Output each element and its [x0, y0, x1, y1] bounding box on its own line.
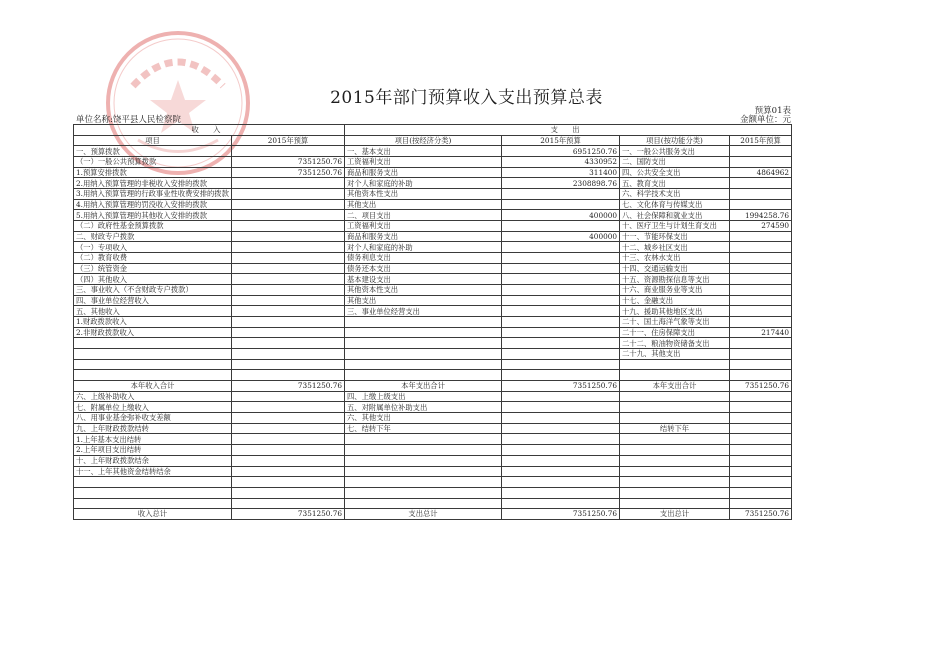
table-row — [74, 391, 792, 402]
item-cell — [74, 498, 232, 509]
table-row — [74, 381, 792, 392]
amount-cell — [502, 434, 620, 445]
amount-cell — [232, 423, 345, 434]
item-cell: 二、财政专户拨款 — [74, 231, 232, 242]
item-cell — [345, 487, 502, 498]
section-header-row — [74, 125, 792, 136]
amount-cell — [232, 317, 345, 328]
amount-cell — [730, 263, 792, 274]
amount-cell — [232, 285, 345, 296]
amount-cell — [502, 455, 620, 466]
amount-cell: 6951250.76 — [502, 146, 620, 157]
table-row — [74, 423, 792, 434]
amount-cell: 311400 — [502, 167, 620, 178]
item-cell — [620, 445, 730, 456]
table-row — [74, 210, 792, 221]
amount-cell — [232, 274, 345, 285]
table-row — [74, 402, 792, 413]
item-cell: 二、项目支出 — [345, 210, 502, 221]
table-row — [74, 434, 792, 445]
amount-cell — [730, 199, 792, 210]
item-cell — [74, 359, 232, 370]
item-cell: 1.财政拨款收入 — [74, 317, 232, 328]
amount-cell — [232, 199, 345, 210]
item-cell — [74, 370, 232, 381]
item-cell: 其他支出 — [345, 199, 502, 210]
table-row — [74, 178, 792, 189]
amount-cell — [730, 413, 792, 424]
item-cell: 本年支出合计 — [345, 381, 502, 392]
amount-cell — [502, 189, 620, 200]
amount-cell — [502, 295, 620, 306]
item-cell: （二）政府性基金预算拨款 — [74, 221, 232, 232]
item-cell — [74, 338, 232, 349]
item-cell: 五、其他收入 — [74, 306, 232, 317]
amount-cell — [232, 306, 345, 317]
amount-cell: 400000 — [502, 231, 620, 242]
column-header: 项目(按经济分类) — [345, 135, 502, 146]
amount-cell — [502, 391, 620, 402]
amount-cell — [502, 445, 620, 456]
amount-cell: 7351250.76 — [730, 509, 792, 520]
amount-cell — [502, 487, 620, 498]
amount-cell — [232, 413, 345, 424]
item-cell: 十、上年财政拨款结余 — [74, 455, 232, 466]
column-header: 项目(按功能分类) — [620, 135, 730, 146]
item-cell — [345, 445, 502, 456]
item-cell: 三、事业收入（不含财政专户拨款） — [74, 285, 232, 296]
table-row — [74, 157, 792, 168]
amount-cell: 7351250.76 — [502, 509, 620, 520]
amount-cell — [232, 349, 345, 360]
item-cell: 七、结转下年 — [345, 423, 502, 434]
item-cell: 十二、城乡社区支出 — [620, 242, 730, 253]
item-cell — [345, 317, 502, 328]
item-cell — [345, 349, 502, 360]
amount-cell — [730, 434, 792, 445]
item-cell: 十五、资源勘探信息等支出 — [620, 274, 730, 285]
item-cell — [620, 466, 730, 477]
column-header-row — [74, 135, 792, 146]
item-cell: 一、基本支出 — [345, 146, 502, 157]
amount-cell — [730, 370, 792, 381]
item-cell: 本年收入合计 — [74, 381, 232, 392]
amount-cell — [232, 455, 345, 466]
table-row — [74, 274, 792, 285]
item-cell: 二十二、粮油物资储备支出 — [620, 338, 730, 349]
item-cell: （二）教育收费 — [74, 253, 232, 264]
amount-cell — [730, 285, 792, 296]
amount-cell — [232, 231, 345, 242]
amount-cell — [502, 466, 620, 477]
item-cell — [345, 359, 502, 370]
item-cell: 1.上年基本支出结转 — [74, 434, 232, 445]
column-header: 2015年预算 — [232, 135, 345, 146]
item-cell: 对个人和家庭的补助 — [345, 242, 502, 253]
item-cell: 2.用纳入预算管理的非税收入安排的拨款 — [74, 178, 232, 189]
amount-cell — [232, 253, 345, 264]
amount-unit: 金额单位：元 — [739, 115, 791, 125]
item-cell: 十七、金融支出 — [620, 295, 730, 306]
income-section-header: 收 入 — [74, 125, 345, 136]
table-row — [74, 338, 792, 349]
item-cell: （一）一般公共预算拨款 — [74, 157, 232, 168]
amount-cell: 7351250.76 — [232, 157, 345, 168]
amount-cell — [730, 402, 792, 413]
item-cell — [620, 498, 730, 509]
amount-cell — [730, 242, 792, 253]
table-row — [74, 199, 792, 210]
item-cell — [74, 487, 232, 498]
table-row — [74, 455, 792, 466]
form-number: 预算01表 — [754, 106, 791, 116]
item-cell — [345, 455, 502, 466]
unit-name: 单位名称:饶平县人民检察院 — [76, 115, 181, 125]
amount-cell — [730, 231, 792, 242]
item-cell — [620, 477, 730, 488]
item-cell: 结转下年 — [620, 423, 730, 434]
amount-cell — [502, 274, 620, 285]
document-title: 2015年部门预算收入支出预算总表 — [330, 88, 603, 108]
amount-cell — [730, 295, 792, 306]
amount-cell — [232, 402, 345, 413]
item-cell: 收入总计 — [74, 509, 232, 520]
table-row — [74, 498, 792, 509]
item-cell: （三）统管资金 — [74, 263, 232, 274]
amount-cell — [502, 359, 620, 370]
table-row — [74, 317, 792, 328]
item-cell — [620, 413, 730, 424]
amount-cell — [730, 477, 792, 488]
table-row — [74, 327, 792, 338]
amount-cell — [502, 306, 620, 317]
amount-cell — [730, 498, 792, 509]
amount-cell — [232, 338, 345, 349]
amount-cell — [502, 338, 620, 349]
item-cell — [345, 327, 502, 338]
item-cell: 其他资本性支出 — [345, 189, 502, 200]
item-cell: 十六、商业服务业等支出 — [620, 285, 730, 296]
item-cell — [620, 455, 730, 466]
item-cell: 二十一、住房保障支出 — [620, 327, 730, 338]
amount-cell — [502, 199, 620, 210]
expense-section-header: 支 出 — [345, 125, 792, 136]
table-row — [74, 466, 792, 477]
item-cell: 1.预算安排拨款 — [74, 167, 232, 178]
amount-cell — [502, 221, 620, 232]
table-row — [74, 359, 792, 370]
amount-cell: 7351250.76 — [232, 167, 345, 178]
amount-cell — [502, 349, 620, 360]
item-cell: 七、附属单位上缴收入 — [74, 402, 232, 413]
amount-cell: 7351250.76 — [232, 381, 345, 392]
table-row — [74, 487, 792, 498]
table-row — [74, 295, 792, 306]
item-cell — [74, 477, 232, 488]
item-cell: 一、预算拨款 — [74, 146, 232, 157]
amount-cell — [502, 370, 620, 381]
table-row — [74, 189, 792, 200]
table-row — [74, 509, 792, 520]
amount-cell: 4330952 — [502, 157, 620, 168]
amount-cell — [232, 359, 345, 370]
amount-cell — [730, 317, 792, 328]
amount-cell — [502, 327, 620, 338]
column-header: 项目 — [74, 135, 232, 146]
item-cell: （四）其他收入 — [74, 274, 232, 285]
item-cell: 六、科学技术支出 — [620, 189, 730, 200]
item-cell: 十四、交通运输支出 — [620, 263, 730, 274]
amount-cell — [232, 242, 345, 253]
item-cell: 其他资本性支出 — [345, 285, 502, 296]
amount-cell — [232, 221, 345, 232]
amount-cell — [232, 477, 345, 488]
item-cell — [620, 434, 730, 445]
item-cell: 5.用纳入预算管理的其他收入安排的拨款 — [74, 210, 232, 221]
item-cell: 五、教育支出 — [620, 178, 730, 189]
amount-cell — [730, 157, 792, 168]
item-cell: 十一、节能环保支出 — [620, 231, 730, 242]
item-cell: 基本建设支出 — [345, 274, 502, 285]
item-cell: 支出总计 — [345, 509, 502, 520]
amount-cell: 274590 — [730, 221, 792, 232]
amount-cell — [232, 391, 345, 402]
table-row — [74, 167, 792, 178]
item-cell: 九、上年财政拨款结转 — [74, 423, 232, 434]
amount-cell — [502, 253, 620, 264]
column-header: 2015年预算 — [502, 135, 620, 146]
amount-cell — [232, 445, 345, 456]
item-cell: 二、国防支出 — [620, 157, 730, 168]
item-cell — [345, 370, 502, 381]
amount-cell — [232, 466, 345, 477]
table-row — [74, 370, 792, 381]
item-cell: 2.上年项目支出结转 — [74, 445, 232, 456]
table-row — [74, 221, 792, 232]
item-cell: 商品和服务支出 — [345, 167, 502, 178]
item-cell — [345, 338, 502, 349]
table-row — [74, 445, 792, 456]
amount-cell — [502, 242, 620, 253]
item-cell — [345, 434, 502, 445]
item-cell — [620, 391, 730, 402]
amount-cell — [232, 434, 345, 445]
item-cell: 六、上级补助收入 — [74, 391, 232, 402]
amount-cell: 217440 — [730, 327, 792, 338]
amount-cell — [502, 498, 620, 509]
amount-cell — [232, 263, 345, 274]
item-cell — [345, 498, 502, 509]
item-cell: 工资福利支出 — [345, 157, 502, 168]
amount-cell — [502, 423, 620, 434]
amount-cell — [730, 189, 792, 200]
item-cell: 十九、援助其他地区支出 — [620, 306, 730, 317]
amount-cell — [232, 189, 345, 200]
item-cell — [620, 359, 730, 370]
amount-cell — [730, 445, 792, 456]
item-cell — [620, 402, 730, 413]
item-cell — [620, 370, 730, 381]
table-row — [74, 146, 792, 157]
item-cell: 债务还本支出 — [345, 263, 502, 274]
amount-cell — [232, 178, 345, 189]
item-cell: 三、事业单位经营支出 — [345, 306, 502, 317]
amount-cell — [232, 498, 345, 509]
amount-cell — [730, 349, 792, 360]
item-cell — [620, 487, 730, 498]
amount-cell: 2308898.76 — [502, 178, 620, 189]
amount-cell — [730, 391, 792, 402]
item-cell: 七、文化体育与传媒支出 — [620, 199, 730, 210]
item-cell — [345, 466, 502, 477]
item-cell: 其他支出 — [345, 295, 502, 306]
item-cell: 二十九、其他支出 — [620, 349, 730, 360]
amount-cell — [730, 423, 792, 434]
item-cell: 八、用事业基金弥补收支差额 — [74, 413, 232, 424]
amount-cell — [730, 338, 792, 349]
table-row — [74, 477, 792, 488]
amount-cell — [502, 413, 620, 424]
amount-cell — [730, 274, 792, 285]
table-row — [74, 242, 792, 253]
amount-cell — [502, 402, 620, 413]
item-cell: 商品和服务支出 — [345, 231, 502, 242]
amount-cell — [232, 210, 345, 221]
amount-cell: 7351250.76 — [502, 381, 620, 392]
item-cell: 4.用纳入预算管理的罚没收入安排的拨款 — [74, 199, 232, 210]
amount-cell: 4864962 — [730, 167, 792, 178]
amount-cell: 7351250.76 — [730, 381, 792, 392]
item-cell — [345, 477, 502, 488]
table-row — [74, 349, 792, 360]
amount-cell: 1994258.76 — [730, 210, 792, 221]
amount-cell — [730, 306, 792, 317]
amount-cell — [730, 146, 792, 157]
amount-cell — [232, 487, 345, 498]
amount-cell — [232, 295, 345, 306]
amount-cell — [502, 263, 620, 274]
amount-cell: 7351250.76 — [232, 509, 345, 520]
table-row — [74, 413, 792, 424]
item-cell: 十一、上年其他资金结转结余 — [74, 466, 232, 477]
amount-cell — [502, 285, 620, 296]
item-cell: 3.用纳入预算管理的行政事业性收费安排的拨款 — [74, 189, 232, 200]
table-row — [74, 231, 792, 242]
amount-cell — [730, 178, 792, 189]
item-cell: 四、公共安全支出 — [620, 167, 730, 178]
amount-cell — [730, 487, 792, 498]
amount-cell — [232, 370, 345, 381]
amount-cell — [502, 317, 620, 328]
table-row — [74, 285, 792, 296]
item-cell: 本年支出合计 — [620, 381, 730, 392]
item-cell: 四、上缴上级支出 — [345, 391, 502, 402]
item-cell: 债务利息支出 — [345, 253, 502, 264]
table-row — [74, 253, 792, 264]
amount-cell — [502, 477, 620, 488]
item-cell: 十、医疗卫生与计划生育支出 — [620, 221, 730, 232]
item-cell: 十三、农林水支出 — [620, 253, 730, 264]
item-cell: 工资福利支出 — [345, 221, 502, 232]
item-cell: （一）专项收入 — [74, 242, 232, 253]
amount-cell — [730, 359, 792, 370]
item-cell: 六、其他支出 — [345, 413, 502, 424]
item-cell: 八、社会保障和就业支出 — [620, 210, 730, 221]
item-cell: 支出总计 — [620, 509, 730, 520]
budget-table — [73, 124, 792, 520]
amount-cell: 400000 — [502, 210, 620, 221]
amount-cell — [232, 146, 345, 157]
column-header: 2015年预算 — [730, 135, 792, 146]
table-row — [74, 263, 792, 274]
amount-cell — [730, 466, 792, 477]
item-cell: 对个人和家庭的补助 — [345, 178, 502, 189]
item-cell: 五、对附属单位补助支出 — [345, 402, 502, 413]
amount-cell — [232, 327, 345, 338]
table-row — [74, 306, 792, 317]
amount-cell — [730, 455, 792, 466]
item-cell — [74, 349, 232, 360]
item-cell: 四、事业单位经营收入 — [74, 295, 232, 306]
item-cell: 2.非财政拨款收入 — [74, 327, 232, 338]
item-cell: 一、一般公共服务支出 — [620, 146, 730, 157]
amount-cell — [730, 253, 792, 264]
item-cell: 二十、国土海洋气象等支出 — [620, 317, 730, 328]
